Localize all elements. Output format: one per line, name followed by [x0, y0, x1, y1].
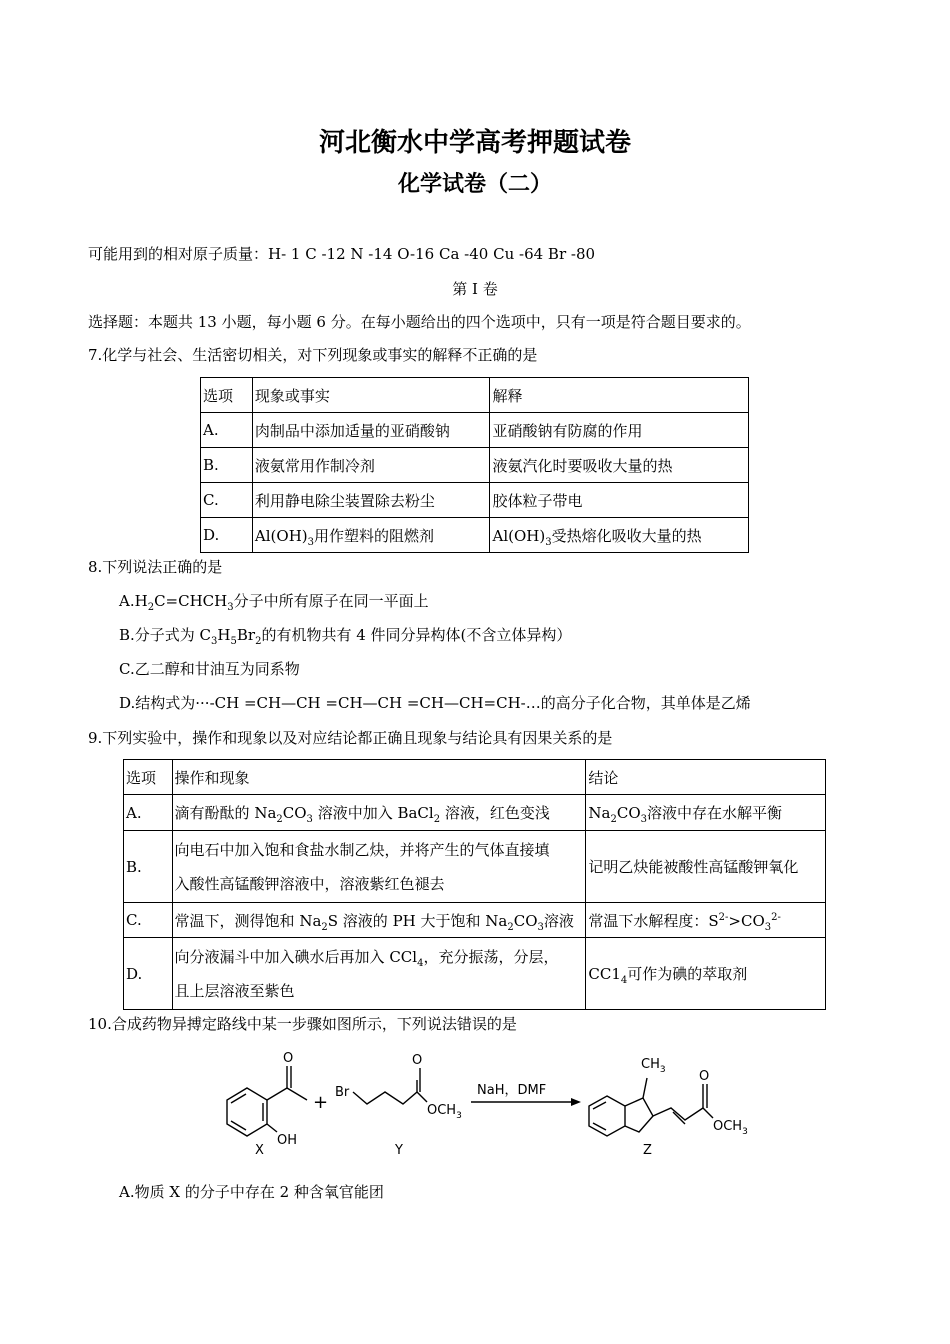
oxygen-label: O — [283, 1051, 294, 1066]
table-cell — [172, 938, 586, 1010]
table-row — [201, 413, 749, 448]
subscript: 3 — [307, 536, 315, 548]
table-cell: A. — [201, 413, 253, 448]
superscript: 2- — [771, 911, 781, 923]
header-cell: 选项 — [124, 760, 173, 795]
table-cell: 利用静电除尘装置除去粉尘 — [252, 483, 490, 518]
table-cell: 记明乙炔能被酸性高锰酸钾氧化 — [586, 831, 826, 903]
superscript: 2- — [718, 911, 729, 923]
compound-z-label: Z — [643, 1143, 652, 1158]
table-cell: C. — [201, 483, 253, 518]
subscript: 3 — [537, 921, 544, 933]
text-run: 溶液中存在水解平衡 — [647, 804, 783, 822]
double-bond — [231, 1121, 246, 1130]
reaction-scheme — [215, 1040, 775, 1160]
text-run: Na — [588, 804, 611, 822]
text-line: 且上层溶液至紫色 — [174, 981, 295, 1000]
subscript: 3 — [659, 1065, 666, 1075]
q9-table — [123, 759, 826, 1010]
table-cell — [490, 518, 749, 553]
table-row — [124, 938, 826, 1010]
table-row — [124, 831, 826, 903]
bond — [267, 1088, 287, 1100]
text-line: 向电石中加入饱和食盐水制乙炔，并将产生的气体直接填 — [174, 840, 550, 859]
reagents-label: NaH，DMF — [477, 1083, 547, 1098]
subscript: 3 — [227, 602, 234, 613]
subscript: 3 — [306, 814, 313, 825]
table-cell: A. — [124, 795, 173, 831]
q8-option-c: C.乙二醇和甘油互为同系物 — [119, 660, 300, 678]
instructions: 选择题：本题共 13 小题，每小题 6 分。在每小题给出的四个选项中，只有一项是符合题目要求的。 — [88, 313, 751, 331]
benzene-ring-x — [227, 1088, 267, 1136]
reaction-arrow — [471, 1083, 581, 1106]
q8-option-d: D.结构式为···-CH =CH—CH =CH—CH =CH—CH=CH-…的高分子化合物，其单体是乙烯 — [119, 694, 751, 712]
table-cell: D. — [201, 518, 253, 553]
table-cell — [172, 903, 586, 938]
furan-ring — [625, 1098, 653, 1132]
header-cell: 选项 — [201, 378, 253, 413]
ester-bond — [703, 1108, 713, 1118]
bromine-label: Br — [335, 1085, 350, 1100]
subscript: 3 — [640, 814, 647, 825]
methoxy-label — [427, 1103, 462, 1121]
table-cell — [172, 795, 586, 831]
text-run: 常温下，测得饱和 Na — [174, 911, 322, 930]
text-line: 入酸性高锰酸钾溶液中，溶液紫红色褪去 — [174, 874, 445, 893]
subscript: 5 — [230, 636, 237, 647]
header-cell: 现象或事实 — [252, 378, 490, 413]
table-cell: 液氨常用作制冷剂 — [252, 448, 490, 483]
text-run: OCH — [713, 1119, 743, 1134]
subscript: 4 — [417, 957, 424, 969]
subscript: 3 — [456, 1111, 462, 1121]
subscript: 2 — [321, 921, 328, 933]
table-cell — [586, 938, 826, 1010]
atomic-masses: 可能用到的相对原子质量：H- 1 C -12 N -14 O-16 Ca -40 Cu -64 Br -80 — [88, 245, 596, 263]
q9-stem: 9.下列实验中，操作和现象以及对应结论都正确且现象与结论具有因果关系的是 — [88, 729, 613, 747]
text-run: Br — [236, 626, 256, 644]
text-run: CC1 — [588, 965, 621, 983]
text-run: 滴有酚酞的 Na — [174, 804, 277, 822]
header-cell: 解释 — [490, 378, 749, 413]
text-run: 向分液漏斗中加入碘水后再加入 CCl — [174, 947, 418, 966]
oh-bond — [267, 1124, 277, 1132]
text-run: C=CHCH — [154, 592, 228, 610]
q10-option-a: A.物质 X 的分子中存在 2 种含氧官能团 — [119, 1183, 384, 1201]
text-run: 受热熔化吸收大量的热 — [551, 526, 702, 545]
document-subtitle: 化学试卷（二） — [397, 171, 552, 197]
benzene-ring-z — [589, 1096, 625, 1136]
compound-x-label: X — [255, 1143, 264, 1158]
table-cell: B. — [124, 831, 173, 903]
text-run: 可作为碘的萃取剂 — [627, 965, 748, 983]
text-line — [175, 940, 584, 974]
section-heading: 第 I 卷 — [452, 280, 498, 298]
q8-option-a — [119, 591, 429, 611]
table-cell: B. — [201, 448, 253, 483]
table-row — [124, 795, 826, 831]
text-run: 用作塑料的阻燃剂 — [314, 526, 435, 545]
subscript: 3 — [742, 1127, 748, 1137]
subscript: 2 — [147, 602, 155, 613]
table-row — [201, 483, 749, 518]
text-run: Al(OH) — [254, 526, 308, 545]
text-run: CH — [641, 1057, 660, 1072]
text-run: 溶液，红色变浅 — [440, 804, 550, 822]
text-run: CO — [616, 804, 641, 822]
text-run: 的有机物共有 4 件同分异构体(不含立体异构） — [261, 626, 572, 644]
text-run: H — [217, 626, 231, 644]
text-run: A.H — [119, 592, 148, 610]
table-cell — [252, 518, 490, 553]
oxygen-label: O — [699, 1069, 710, 1084]
subscript: 2 — [276, 814, 283, 825]
double-bond — [231, 1094, 246, 1103]
text-run: ，充分振荡，分层， — [423, 947, 559, 966]
text-run: 常温下水解程度：S — [588, 911, 719, 930]
q7-table — [200, 377, 749, 553]
methyl-label — [641, 1057, 666, 1075]
plus-sign: + — [313, 1092, 329, 1113]
subscript: 2 — [433, 814, 441, 825]
text-run: 分子中所有原子在同一平面上 — [233, 592, 429, 610]
carbon-chain — [353, 1080, 417, 1104]
table-cell: 胶体粒子带电 — [490, 483, 749, 518]
text-run: S 溶液的 PH 大于饱和 Na — [327, 911, 508, 930]
compound-y-label: Y — [395, 1143, 403, 1158]
header-cell: 结论 — [586, 760, 826, 795]
ester-bond — [417, 1092, 427, 1102]
text-run: 溶液 — [543, 911, 574, 930]
subscript: 3 — [764, 921, 772, 933]
table-cell: C. — [124, 903, 173, 938]
subscript: 3 — [211, 636, 218, 647]
table-cell: 液氨汽化时要吸收大量的热 — [490, 448, 749, 483]
text-run: >CO — [728, 911, 765, 930]
oxygen-label: O — [412, 1053, 423, 1068]
header-cell: 操作和现象 — [172, 760, 586, 795]
table-cell — [172, 831, 586, 903]
q8-stem: 8.下列说法正确的是 — [88, 558, 223, 576]
table-row — [201, 448, 749, 483]
q10-stem: 10.合成药物异搏定路线中某一步骤如图所示，下列说法错误的是 — [88, 1015, 517, 1033]
table-header-row — [124, 760, 826, 795]
hydroxyl-label: OH — [277, 1133, 298, 1148]
table-cell: D. — [124, 938, 173, 1010]
subscript: 2 — [610, 814, 617, 825]
document-title: 河北衡水中学高考押题试卷 — [318, 128, 631, 158]
methyl-bond — [287, 1088, 307, 1100]
table-row — [201, 518, 749, 553]
subscript: 2 — [255, 636, 262, 647]
subscript: 3 — [545, 536, 552, 548]
vinyl-chain — [653, 1108, 703, 1120]
molecule-y — [335, 1053, 462, 1158]
text-run: Al(OH) — [492, 526, 546, 545]
table-cell — [586, 795, 826, 831]
arrow-head-icon — [571, 1098, 581, 1106]
table-cell: 亚硝酸钠有防腐的作用 — [490, 413, 749, 448]
methyl-bond — [643, 1078, 647, 1098]
text-run: CO — [513, 911, 538, 930]
text-run: OCH — [427, 1103, 457, 1118]
subscript: 4 — [620, 975, 628, 986]
q8-option-b — [119, 625, 571, 645]
text-run: CO — [282, 804, 307, 822]
methoxy-label — [713, 1119, 748, 1137]
text-run: B.分子式为 C — [119, 626, 212, 644]
table-cell: 肉制品中添加适量的亚硝酸钠 — [252, 413, 490, 448]
table-row — [124, 903, 826, 938]
molecule-x — [227, 1051, 307, 1158]
table-header-row — [201, 378, 749, 413]
subscript: 2 — [507, 921, 514, 933]
table-cell — [586, 903, 826, 938]
text-run: 溶液中加入 BaCl — [312, 804, 434, 822]
molecule-z — [589, 1057, 748, 1158]
q7-stem: 7.化学与社会、生活密切相关，对下列现象或事实的解释不正确的是 — [88, 346, 538, 364]
